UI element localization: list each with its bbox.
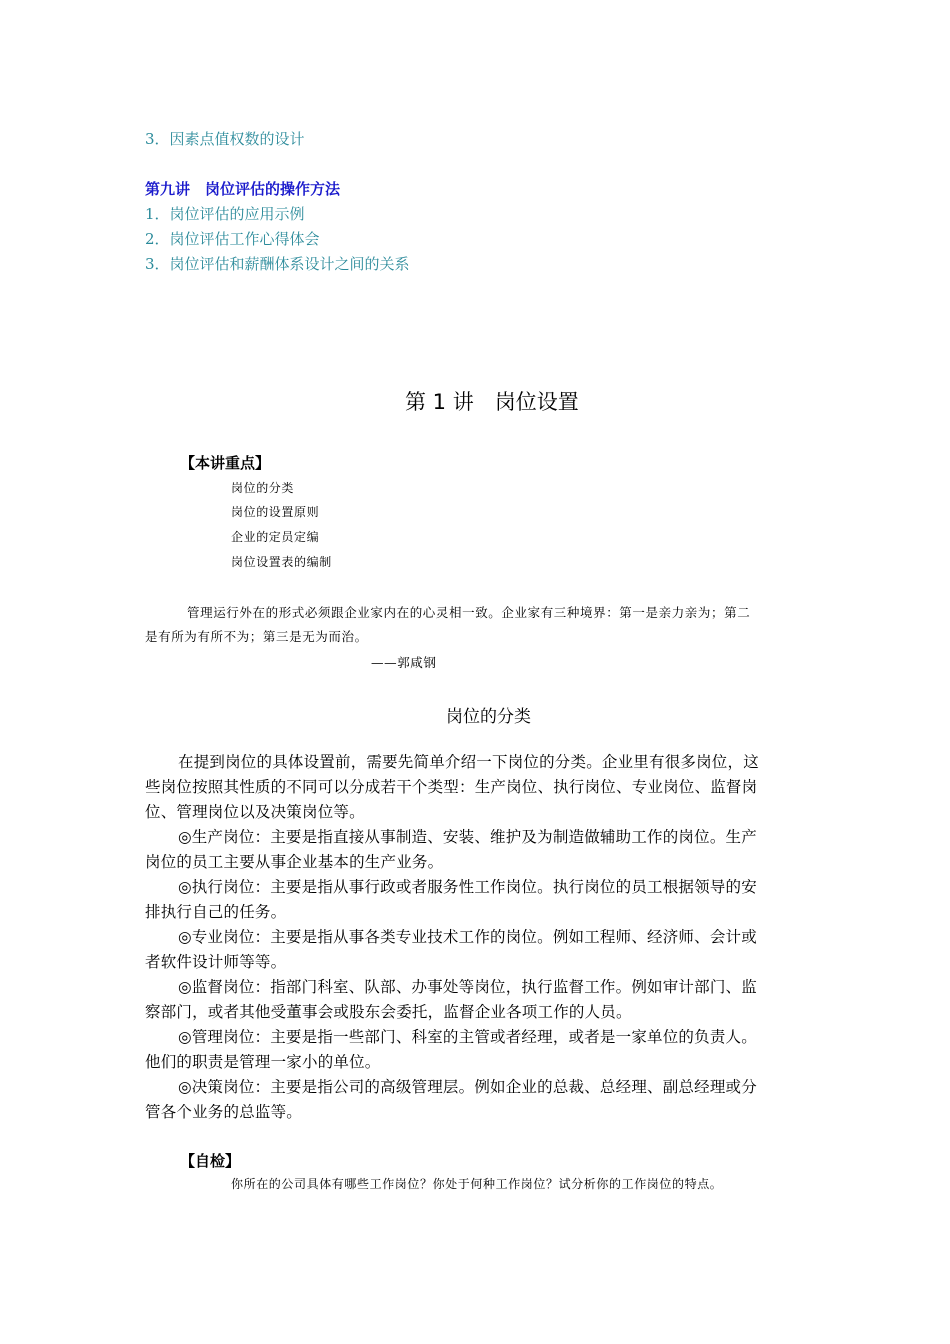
quote-line: 管理运行外在的形式必须跟企业家内在的心灵相一致。企业家有三种境界：第一是亲力亲为；第二 <box>187 605 751 620</box>
body-line: 位、管理岗位以及决策岗位等。 <box>145 803 365 821</box>
toc-item[interactable]: 1．岗位评估的应用示例 <box>145 205 305 223</box>
body-line: 排执行自己的任务。 <box>145 903 287 921</box>
body-line: 他们的职责是管理一家小的单位。 <box>145 1053 381 1071</box>
body-line: ◎专业岗位：主要是指从事各类专业技术工作的岗位。例如工程师、经济师、会计或 <box>178 928 757 946</box>
body-line: 些岗位按照其性质的不同可以分成若干个类型：生产岗位、执行岗位、专业岗位、监督岗 <box>145 778 758 796</box>
body-line: ◎管理岗位：主要是指一些部门、科室的主管或者经理，或者是一家单位的负责人。 <box>178 1028 757 1046</box>
key-point-item: 岗位设置表的编制 <box>231 555 332 569</box>
quote-line: 是有所为有所不为；第三是无为而治。 <box>145 629 368 644</box>
self-check-question: 你所在的公司具体有哪些工作岗位？你处于何种工作岗位？试分析你的工作岗位的特点。 <box>231 1177 723 1191</box>
self-check-label: 【自检】 <box>180 1152 241 1170</box>
section-title: 岗位的分类 <box>446 707 531 727</box>
key-points-label: 【本讲重点】 <box>180 454 271 472</box>
key-point-item: 企业的定员定编 <box>231 530 320 544</box>
key-point-item: 岗位的分类 <box>231 481 295 495</box>
body-line: 察部门，或者其他受董事会或股东会委托，监督企业各项工作的人员。 <box>145 1003 632 1021</box>
body-line: 在提到岗位的具体设置前，需要先简单介绍一下岗位的分类。企业里有很多岗位，这 <box>178 753 759 771</box>
body-line: ◎生产岗位：主要是指直接从事制造、安装、维护及为制造做辅助工作的岗位。生产 <box>178 828 757 846</box>
toc-item[interactable]: 2．岗位评估工作心得体会 <box>145 230 320 248</box>
toc-item[interactable]: 3．因素点值权数的设计 <box>145 130 305 148</box>
body-line: ◎执行岗位：主要是指从事行政或者服务性工作岗位。执行岗位的员工根据领导的安 <box>178 878 757 896</box>
body-line: ◎监督岗位：指部门科室、队部、办事处等岗位，执行监督工作。例如审计部门、监 <box>178 978 757 996</box>
toc-chapter-heading[interactable]: 第九讲 岗位评估的操作方法 <box>145 180 341 198</box>
body-line: 管各个业务的总监等。 <box>145 1103 303 1121</box>
body-line: ◎决策岗位：主要是指公司的高级管理层。例如企业的总裁、总经理、副总经理或分 <box>178 1078 757 1096</box>
body-line: 岗位的员工主要从事企业基本的生产业务。 <box>145 853 444 871</box>
lecture-title: 第 1 讲 岗位设置 <box>405 390 579 414</box>
key-point-item: 岗位的设置原则 <box>231 505 320 519</box>
quote-author: ——郭咸钢 <box>371 655 437 670</box>
toc-item[interactable]: 3．岗位评估和薪酬体系设计之间的关系 <box>145 255 410 273</box>
body-line: 者软件设计师等等。 <box>145 953 287 971</box>
